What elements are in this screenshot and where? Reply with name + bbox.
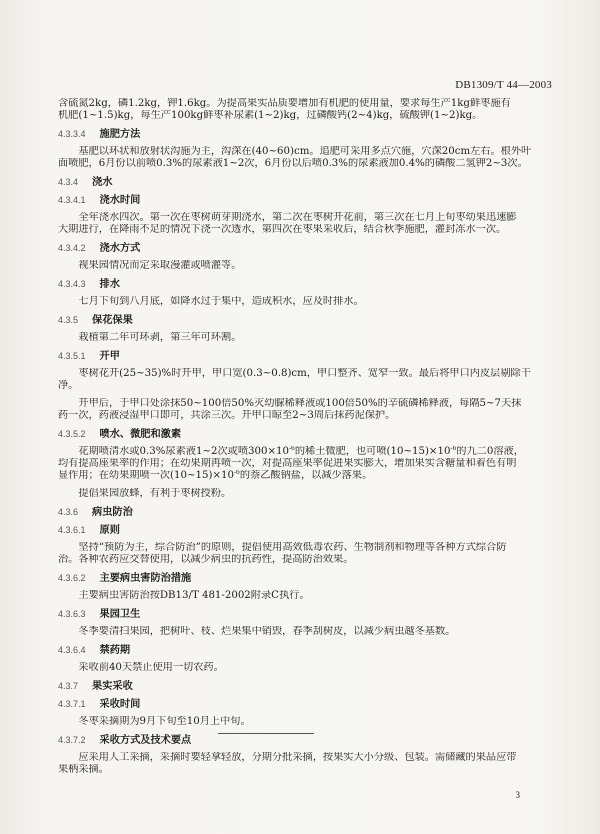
section-heading [58,128,558,140]
section-number: 4.3.6.3 [58,609,86,619]
section-title: 病虫防治 [92,506,133,518]
end-separator-line [218,733,314,734]
section-title: 施肥方法 [99,128,141,140]
section-number: 4.3.4.2 [58,243,86,253]
section-heading [58,524,558,536]
paragraph-line: 视果园情况而定采取漫灌或喷灌等。 [78,260,242,271]
section-title: 果实采收 [92,680,133,692]
section-title: 采收时间 [99,698,141,710]
section-number: 4.3.5.1 [58,351,86,361]
document-body [58,98,558,776]
paragraph-continuation: 显作用；在幼果期喷一次$(10\sim 15)\times 10^{-6}$的萘乙酸钠盐，以减少落果。 [58,470,373,481]
section-heading [58,194,558,206]
paragraph-line: 坚持“预防为主，综合防治”的原则，提倡使用高效低毒农药、生物制剂和物理等各种方式综合防 [78,542,507,553]
section-title: 开甲 [99,350,120,362]
paragraph-continuation: 机肥(1~1.5)kg，每生产100kg鲜枣补尿素(1~2)kg，过磷酸钙(2~4)kg，硫酸钾(1~2)kg。 [58,110,483,121]
paragraph-line: 主要病虫害防治按DB13/T 481-2002附录C执行。 [78,590,310,601]
section-number: 4.3.4.3 [58,279,86,289]
section-heading [58,734,558,746]
section-heading [58,176,558,188]
section-title: 禁药期 [99,644,131,656]
paragraph-line: 应采用人工采摘，采摘时要轻拿轻放，分期分批采摘，按果实大小分级、包装。需储藏的果品应带 [78,752,517,763]
section-number: 4.3.7.1 [58,699,86,709]
paragraph-line: 开甲后，于甲口处涂抹50~100倍50%灭幼脲稀释液或100倍50%的辛硫磷稀释液，每隔5~7天抹 [78,398,522,409]
section-number: 4.3.7.2 [58,735,86,745]
standard-number: DB1309/T 44—2003 [455,79,552,91]
section-heading [58,428,558,440]
section-heading [58,644,558,656]
paragraph-line: 花期喷清水或0.3%尿素液1~2次或喷$300\times 10^{-6}$的稀土微肥，也可喷$(10\sim 15)\times 10^{-6}$的九二0溶液， [78,446,524,457]
paragraph-continuation: 大期进行，在降雨不足的情况下浇一次透水，第四次在枣果采收后，结合秋季施肥，灌封冻水一次。 [58,224,507,235]
section-title: 主要病虫害防治措施 [99,572,192,584]
section-number: 4.3.6.2 [58,573,86,583]
paragraph-line: 提倡果园放蜂，有利于枣树授粉。 [78,488,232,499]
section-heading [58,314,558,326]
section-title: 保花保果 [92,314,133,326]
section-title: 喷水、微肥和激素 [99,428,182,440]
section-title: 浇水 [92,176,113,188]
paragraph-line: 枣树花开(25~35)%时开甲，甲口宽(0.3~0.8)cm，甲口整齐、宽窄一致。最后将甲口内皮层剔除干 [78,368,531,379]
section-heading [58,242,558,254]
section-number: 4.3.4.1 [58,195,86,205]
section-title: 浇水方式 [99,242,141,254]
paragraph-line: 全年浇水四次。第一次在枣树萌芽期浇水，第二次在枣树开花前，第三次在七月上旬枣幼果迅速膨 [78,212,517,223]
paragraph-continuation: 净。 [58,380,79,391]
paragraph-line: 采收前40天禁止使用一切农药。 [78,662,224,673]
section-heading [58,608,558,620]
paragraph-line: 基肥以环状和放射状沟施为主，沟深在(40~60)cm。追肥可采用多点穴施，穴深20cm左右。根外叶 [78,146,532,157]
paragraph-continuation: 药一次，药液浸湿甲口即可，共涂三次。开甲口晾至2~3周后抹药泥保护。 [58,410,396,421]
paragraph-line: 冬季要清扫果园，把树叶、枝、烂果集中销毁，春季刮树皮，以减少病虫越冬基数。 [78,626,456,637]
paragraph-continuation: 面喷肥，6月份以前喷0.3%的尿素液1~2次，6月份以后喷0.3%的尿素液加0.4%的磷酸二氢钾2~3次。 [58,158,528,169]
paragraph-line: 栽植第二年可环剥，第三年可环割。 [78,332,242,343]
section-heading [58,506,558,518]
paragraph-continuation: 均有提高座果率的作用；在幼果期再喷一次，对提高座果率促进果实膨大，增加果实含糖量和着色有明 [58,458,517,469]
paragraph-continuation: 含硫氮2kg，磷1.2kg，钾1.6kg。为提高果实品质要增加有机肥的使用量，要求每生产1kg鲜枣施有 [58,98,511,109]
section-heading [58,350,558,362]
section-number: 4.3.5 [58,315,79,325]
section-heading [58,278,558,290]
paragraph-line: 冬枣采摘期为9月下旬至10月上中旬。 [78,716,251,727]
section-number: 4.3.6 [58,507,79,517]
section-heading [58,680,558,692]
page-number: 3 [515,790,520,800]
section-title: 浇水时间 [99,194,141,206]
section-number: 4.3.6.4 [58,645,86,655]
section-title: 采收方式及技术要点 [99,734,192,746]
section-number: 4.3.5.2 [58,429,86,439]
section-title: 果园卫生 [99,608,141,620]
paragraph-line: 七月下旬到八月底，如降水过于集中，造成积水，应及时排水。 [78,296,364,307]
section-title: 排水 [99,278,120,290]
paragraph-continuation: 果柄采摘。 [58,764,109,775]
section-number: 4.3.3.4 [58,129,86,139]
paragraph-continuation: 治。各种农药应交替使用，以减少病虫的抗药性，提高防治效果。 [58,554,354,565]
section-title: 原则 [99,524,120,536]
section-number: 4.3.7 [58,681,79,691]
section-heading [58,698,558,710]
section-number: 4.3.6.1 [58,525,86,535]
section-number: 4.3.4 [58,177,79,187]
section-heading [58,572,558,584]
